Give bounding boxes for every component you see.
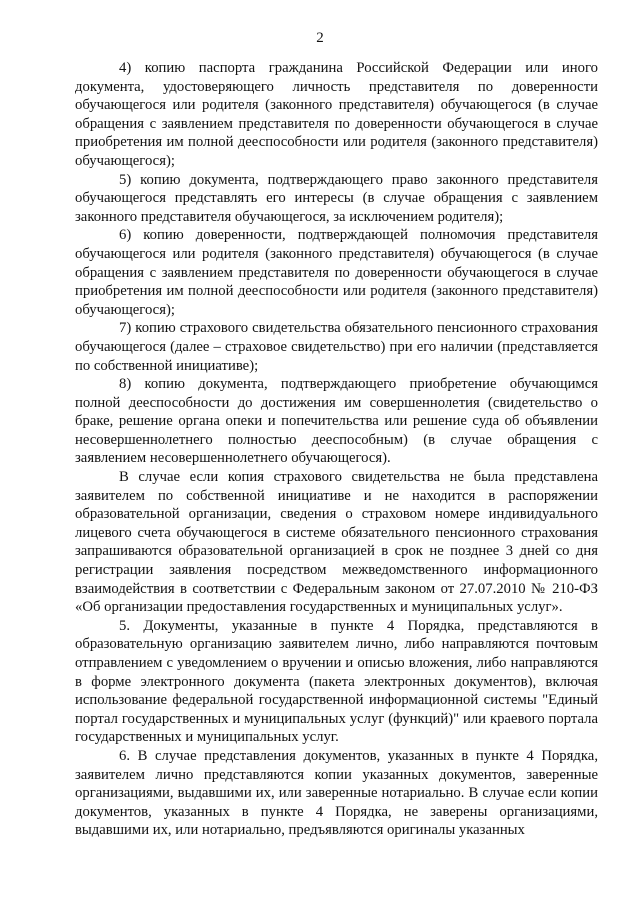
list-item-7-insurance-certificate-copy: 7) копию страхового свидетельства обязательного пенсионного страхования обучающегося (далее – страховое свидетельство) при его наличии (представляется по собственной инициативе); (75, 320, 598, 374)
list-item-5-legal-representative-document: 5) копию документа, подтверждающего право законного представителя обучающегося представлять его интересы (в случае обращения с заявлением законного представителя обучающегося, за исключением родителя); (75, 171, 598, 225)
list-item-6-power-of-attorney-copy: 6) копию доверенности, подтверждающей полномочия представителя обучающегося или родителя (законного представителя) обучающегося (в случае обращения с заявлением представителя по доверенности обучающегося в случае приобретения им полной дееспособности или родителя (законного представителя) обучающегося); (75, 227, 598, 318)
document-body (75, 59, 598, 840)
page-number: 2 (316, 30, 324, 46)
paragraph-insurance-certificate-request: В случае если копия страхового свидетельства не была представлена заявителем по собственной инициативе и не находится в распоряжении образовательной организации, сведения о страховом номере индивидуального лицевого счета обучающегося в системе обязательного пенсионного страхования запрашиваются образовательной организацией в срок не позднее 3 дней со дня регистрации заявления посредством межведомственного информационного взаимодействия в соответствии с Федеральным законом от 27.07.2010 № 210-ФЗ «Об организации предоставления государственных и муниципальных услуг». (75, 469, 598, 616)
list-item-8-full-capacity-document: 8) копию документа, подтверждающего приобретение обучающимся полной дееспособности до достижения им совершеннолетия (свидетельство о браке, решение органа опеки и попечительства или решение суда об объявлении несовершеннолетнего полностью дееспособным) (в случае обращения с заявлением несовершеннолетнего обучающегося). (75, 376, 598, 467)
clause-5-document-submission: 5. Документы, указанные в пункте 4 Порядка, представляются в образовательную организацию заявителем лично, либо направляются почтовым отправлением с уведомлением о вручении и описью вложения, либо направляются в форме электронного документа (пакета электронных документов), включая использование федеральной государственной информационной системы "Единый портал государственных и муниципальных услуг (функций)" или краевого портала государственных и муниципальных услуг. (75, 617, 598, 746)
clause-6-personal-submission: 6. В случае представления документов, указанных в пункте 4 Порядка, заявителем лично представляются копии указанных документов, заверенные организациями, выдавшими их, или заверенные нотариально. В случае если копии документов, указанных в пункте 4 Порядка, не заверены организациями, выдавшими их, или нотариально, предъявляются оригиналы указанных (75, 747, 598, 839)
list-item-4-passport-copy: 4) копию паспорта гражданина Российской Федерации или иного документа, удостоверяющего личность представителя по доверенности обучающегося или родителя (законного представителя) обучающегося (в случае обращения с заявлением представителя по доверенности обучающегося в случае приобретения им полной дееспособности или родителя (законного представителя) обучающегося); (75, 60, 598, 169)
